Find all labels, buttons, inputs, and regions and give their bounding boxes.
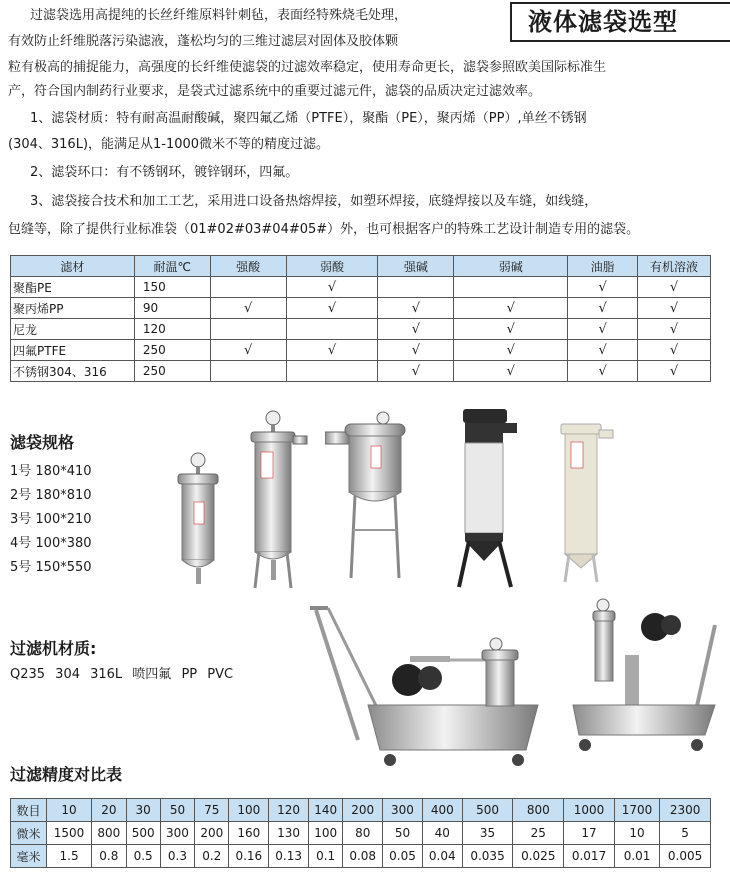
spec-item: 3号 100*210	[10, 512, 92, 527]
cell: 1000	[564, 799, 615, 822]
cell: 0.035	[462, 845, 513, 868]
col-header: 油脂	[568, 256, 638, 277]
cell: 聚酯PE	[11, 277, 135, 298]
cell: 聚丙烯PP	[11, 298, 135, 319]
cell: √	[210, 298, 286, 319]
cell: √	[286, 277, 378, 298]
cell: √	[378, 298, 454, 319]
cell: 250	[134, 361, 210, 382]
cell: 10	[46, 799, 91, 822]
cell: 0.05	[383, 845, 423, 868]
cell: 75	[195, 799, 229, 822]
cell: 5	[660, 822, 711, 845]
cell: 200	[195, 822, 229, 845]
cell: 35	[462, 822, 513, 845]
cell	[210, 361, 286, 382]
cell: √	[454, 319, 568, 340]
spec-item: 2号 180*810	[10, 488, 92, 503]
intro-line-8: 3、滤袋接合技术和加工工艺，采用进口设备热熔焊接，如塑环焊接，底缝焊接以及车缝，如线缝，	[30, 194, 598, 209]
compact-cart-filter-machine-image	[565, 595, 725, 755]
cell: √	[638, 319, 711, 340]
top-entry-ss-filter-housing-image	[325, 410, 410, 580]
material-table	[10, 255, 711, 382]
cell: 四氟PTFE	[11, 340, 135, 361]
cell: 80	[343, 822, 383, 845]
cell: 25	[513, 822, 564, 845]
cell: 400	[422, 799, 462, 822]
cell: 微米	[11, 822, 47, 845]
cell: √	[454, 361, 568, 382]
cell: 160	[229, 822, 269, 845]
cell: 20	[92, 799, 126, 822]
pp-filter-housing-image	[555, 420, 615, 585]
col-header: 强酸	[210, 256, 286, 277]
cell: 2300	[660, 799, 711, 822]
cell: 120	[134, 319, 210, 340]
cell: 100	[309, 822, 343, 845]
cell: 200	[343, 799, 383, 822]
cell: √	[378, 319, 454, 340]
cell: √	[568, 319, 638, 340]
page-title: 液体滤袋选型	[510, 2, 730, 42]
cell: 17	[564, 822, 615, 845]
table-row	[11, 340, 711, 361]
cell: 0.017	[564, 845, 615, 868]
cell: 0.5	[126, 845, 160, 868]
cell: 0.13	[269, 845, 309, 868]
cell: 120	[269, 799, 309, 822]
cell: √	[568, 298, 638, 319]
cell: 0.025	[513, 845, 564, 868]
cell	[210, 319, 286, 340]
cart-filter-machine-image	[298, 600, 548, 775]
spec-item: 4号 100*380	[10, 536, 92, 551]
cell	[286, 361, 378, 382]
table-row	[11, 319, 711, 340]
cell: 100	[229, 799, 269, 822]
machine-materials: Q235 304 316L 喷四氟 PP PVC	[10, 667, 234, 682]
table-row	[11, 845, 711, 868]
table-row	[11, 822, 711, 845]
cell: 140	[309, 799, 343, 822]
cell: 300	[160, 822, 194, 845]
col-header: 弱碱	[454, 256, 568, 277]
cell: √	[378, 361, 454, 382]
col-header: 有机溶液	[638, 256, 711, 277]
cell: √	[210, 340, 286, 361]
cell: 1500	[46, 822, 91, 845]
intro-line-7: 2、滤袋环口：有不锈钢环，镀锌钢环，四氟。	[30, 165, 299, 180]
cell: √	[378, 340, 454, 361]
cell: 1.5	[46, 845, 91, 868]
cell: √	[638, 361, 711, 382]
cell: 30	[126, 799, 160, 822]
cell: √	[638, 277, 711, 298]
large-ss-filter-housing-image	[245, 410, 310, 590]
cell: √	[638, 298, 711, 319]
cell: 0.01	[614, 845, 659, 868]
cell: 150	[134, 277, 210, 298]
spec-item: 5号 150*550	[10, 560, 92, 575]
cell: √	[568, 361, 638, 382]
table-row	[11, 298, 711, 319]
cell: 50	[383, 822, 423, 845]
machine-title: 过滤机材质:	[10, 639, 97, 658]
cell: 250	[134, 340, 210, 361]
cell: 0.005	[660, 845, 711, 868]
small-ss-filter-housing-image	[170, 450, 230, 590]
cell: √	[568, 277, 638, 298]
cell: √	[286, 340, 378, 361]
table-row	[11, 277, 711, 298]
cell: 毫米	[11, 845, 47, 868]
table-row	[11, 799, 711, 822]
intro-line-4: 产，符合国内制药行业要求，是袋式过滤系统中的重要过滤元件，滤袋的品质决定过滤效率。	[8, 84, 542, 99]
cell	[210, 277, 286, 298]
intro-line-6: (304、316L)，能满足从1-1000微米不等的精度过滤。	[8, 137, 330, 152]
table-header-row	[11, 256, 711, 277]
cell: 0.8	[92, 845, 126, 868]
cell	[286, 319, 378, 340]
cell: 10	[614, 822, 659, 845]
cell: 800	[513, 799, 564, 822]
precision-title: 过滤精度对比表	[10, 765, 123, 784]
col-header: 强碱	[378, 256, 454, 277]
intro-line-3: 粒有极高的捕捉能力，高强度的长纤维使滤袋的过滤效率稳定，使用寿命更长，滤袋参照欧美国际标准生	[8, 60, 607, 75]
cell: 130	[269, 822, 309, 845]
spec-item: 1号 180*410	[10, 464, 92, 479]
cell: 300	[383, 799, 423, 822]
cell: √	[638, 340, 711, 361]
cell	[454, 277, 568, 298]
col-header: 耐温℃	[134, 256, 210, 277]
precision-table	[10, 798, 711, 868]
col-header: 滤材	[11, 256, 135, 277]
cell: 40	[422, 822, 462, 845]
cell: 尼龙	[11, 319, 135, 340]
cell: √	[568, 340, 638, 361]
specs-title: 滤袋规格	[10, 433, 75, 452]
cell: 1700	[614, 799, 659, 822]
intro-line-1: 过滤袋选用高提纯的长丝纤维原料针刺毡，表面经特殊烧毛处理，	[30, 8, 408, 23]
cell: 500	[462, 799, 513, 822]
cell	[378, 277, 454, 298]
col-header: 弱酸	[286, 256, 378, 277]
pvc-filter-housing-image	[455, 405, 520, 590]
cell: 0.3	[160, 845, 194, 868]
intro-line-2: 有效防止纤维脱落污染滤液，蓬松均匀的三维过滤层对固体及胶体颗	[8, 34, 399, 49]
cell: 0.04	[422, 845, 462, 868]
cell: √	[454, 298, 568, 319]
cell: 0.1	[309, 845, 343, 868]
cell: 800	[92, 822, 126, 845]
cell: 50	[160, 799, 194, 822]
cell: 0.2	[195, 845, 229, 868]
intro-line-5: 1、滤袋材质：特有耐高温耐酸碱，聚四氟乙烯（PTFE），聚酯（PE），聚丙烯（PP）,单丝不锈钢	[30, 111, 587, 126]
cell: √	[454, 340, 568, 361]
cell: 0.16	[229, 845, 269, 868]
cell: 90	[134, 298, 210, 319]
cell: 0.08	[343, 845, 383, 868]
cell: 数目	[11, 799, 47, 822]
intro-line-9: 包缝等，除了提供行业标准袋（01#02#03#04#05#）外，也可根据客户的特殊工艺设计制造专用的滤袋。	[8, 222, 640, 237]
cell: 不锈钢304、316	[11, 361, 135, 382]
table-row	[11, 361, 711, 382]
cell: 500	[126, 822, 160, 845]
cell: √	[286, 298, 378, 319]
